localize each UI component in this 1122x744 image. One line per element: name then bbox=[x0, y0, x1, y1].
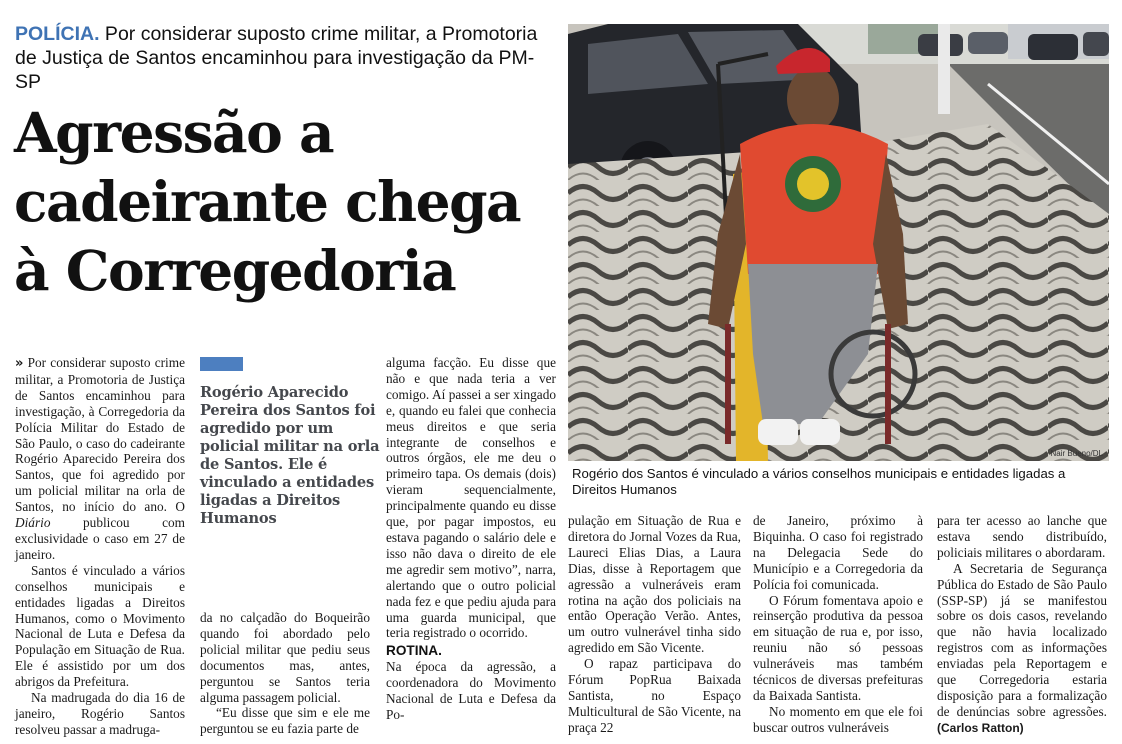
paragraph: pulação em Situação de Rua e diretora do Jornal Vozes da Rua, Laureci Elias Dias, a Laura Dias, disse à Reportagem que agressão a vulneráveis eram rotina na ação dos policiais na então Operação Verão. Antes, um outro vulnerável tinha sido agredido em São Vicente. bbox=[568, 513, 741, 656]
author-signature: (Carlos Ratton) bbox=[937, 720, 1024, 735]
paragraph: A Secretaria de Segurança Pública do Estado de São Paulo (SSP-SP) já se manifestou sobre os dois casos, revelando que não havia localizado registros com as informações enviadas pela Reportagem e que Corregedoria estaria disposição para a formalização de denúncias sobre agressões. (Carlos Ratton) bbox=[937, 560, 1107, 735]
paragraph: “Eu disse que sim e ele me perguntou se eu fazia parte de bbox=[200, 705, 370, 737]
photo-caption: Rogério dos Santos é vinculado a vários conselhos municipais e entidades ligadas a Direitos Humanos bbox=[572, 466, 1066, 497]
headline-line-2: cadeirante chega bbox=[14, 169, 521, 234]
headline-line-3: à Corregedoria bbox=[14, 238, 456, 303]
photo bbox=[568, 24, 1109, 461]
paragraph: No momento em que ele foi buscar outros vulneráveis bbox=[753, 703, 923, 735]
headline-line-1: Agressão a bbox=[14, 100, 334, 165]
kicker bbox=[15, 22, 555, 94]
double-chevron-icon: » bbox=[15, 356, 24, 371]
paragraph: O Fórum fomentava apoio e reinserção produtiva da pessoa em situação de rua e, por isso, reuniu não só pessoas vulneráveis mas também técnicos de diversas prefeituras da Baixada Santista. bbox=[753, 592, 923, 703]
kicker-text: Por considerar suposto crime militar, a Promotoria de Justiça de Santos encaminhou para investigação da PM-SP bbox=[15, 23, 538, 93]
paragraph: Na madrugada do dia 16 de janeiro, Rogério Santos resolveu passar a madruga- bbox=[15, 690, 185, 737]
paragraph: para ter acesso ao lanche que estava sendo distribuído, policiais militares o abordaram. bbox=[937, 513, 1107, 560]
column-5 bbox=[753, 513, 923, 736]
column-3 bbox=[386, 355, 556, 723]
column-1 bbox=[15, 355, 185, 738]
section-label: POLÍCIA. bbox=[15, 23, 100, 45]
column-6 bbox=[937, 513, 1107, 737]
photo-credit: Nair Bueno/DL bbox=[1050, 449, 1103, 458]
paragraph: da no calçadão do Boqueirão quando foi abordado pelo policial militar que pediu seus documentos mas, antes, perguntou se Santos teria alguma passagem policial. bbox=[200, 610, 370, 705]
paragraph: alguma facção. Eu disse que não e que nada teria a ver comigo. Aí passei a ser xingado e, quando eu falei que conhecia meus direitos e que seria integrante de conselhos e outros órgãos, ele me deu o primeiro tapa. Os demais (dois) vieram sequencialmente, principalmente quando eu disse que, por pagar impostos, eu estava pagando o salário dele e isso não dava o direito de ele me agredir sem motivo”, narra, alertando que o outro policial nada fez e que pediu ajuda para uma guarda municipal, que teria registrado o ocorrido. bbox=[386, 355, 556, 641]
paragraph: Santos é vinculado a vários conselhos municipais e entidades ligadas a Direitos Humanos, como o Movimento Nacional de Luta e Defesa da População em Situação de Rua. Ele é assistido por um dos abrigos da Prefeitura. bbox=[15, 562, 185, 690]
paragraph: O rapaz participava do Fórum PopRua Baixada Santista, no Espaço Multicultural de São Vicente, na praça 22 bbox=[568, 656, 741, 735]
pull-quote-bar bbox=[200, 357, 243, 371]
photo-illustration bbox=[568, 24, 1109, 461]
headline bbox=[14, 98, 564, 305]
column-2 bbox=[200, 610, 370, 737]
lead-paragraph: » Por considerar suposto crime militar, a Promotoria de Justiça de Santos encaminhou para investigação, à Corregedoria da Polícia Militar do Estado de São Paulo, o caso do cadeirante Rogério Aparecido Pereira dos Santos, que foi agredido por um policial militar na orla de Santos, no início do ano. O Diário publicou com exclusividade o caso em 27 de janeiro. bbox=[15, 355, 185, 562]
paragraph: de Janeiro, próximo à Biquinha. O caso foi registrado na Delegacia Sede do Município e a Corregedoria da Polícia foi comunicada. bbox=[753, 513, 923, 592]
subhead: ROTINA. bbox=[386, 643, 442, 659]
column-4 bbox=[568, 513, 741, 736]
newspaper-name: Diário bbox=[15, 515, 51, 531]
pull-quote: Rogério Aparecido Pereira dos Santos foi agredido por um policial militar na orla de Santos. Ele é vinculado a entidades ligadas a Direitos Humanos bbox=[200, 384, 380, 527]
paragraph: Na época da agressão, a coordenadora do Movimento Nacional de Luta e Defesa da Po- bbox=[386, 659, 556, 723]
